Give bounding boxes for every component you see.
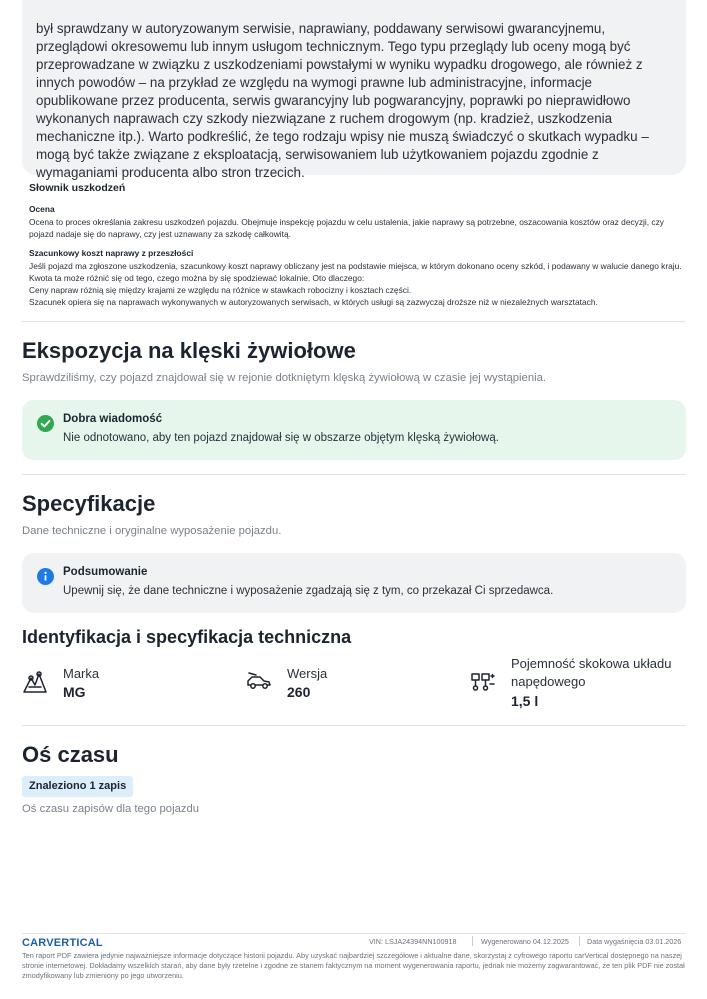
footer-expiry-date: Data wygaśnięcia 03.01.2026 [587, 937, 682, 946]
specs-section-subtitle: Dane techniczne i oryginalne wyposażenie pojazdu. [22, 525, 282, 537]
footer-vin: VIN: LSJA24394NN100918 [369, 937, 457, 946]
spec-label: Wersja [287, 666, 328, 681]
alert-title: Dobra wiadomość [63, 413, 163, 425]
footer-generated-date: Wygenerowano 04.12.2025 [481, 937, 569, 946]
spec-item-version [246, 655, 446, 715]
glossary-definition: Jeśli pojazd ma zgłoszone uszkodzenia, szacunkowy koszt naprawy obliczany jest na podstawie miejsca, w którym dokonano oceny szkód, i podawany w walucie danego kraju. Kwota ta może różnić się od tego, czego można by się spodziewać lokalnie. Oto dlaczego: [29, 261, 682, 283]
records-found-badge: Znaleziono 1 zapis [22, 776, 133, 797]
glossary-definition: Ocena to proces określania zakresu uszkodzeń pojazdu. Obejmuje inspekcję pojazdu w celu ustalenia, jakie naprawy są potrzebne, oszacowania kosztów oraz decyzji, czy pojazd nadaje się do naprawy, czy jest uznawany za szkodę całkowitą. [29, 217, 664, 239]
section-divider [22, 474, 686, 475]
damage-glossary [29, 182, 689, 308]
brand-icon [22, 669, 48, 695]
check-circle-icon [37, 415, 54, 432]
spec-value: 260 [287, 684, 311, 700]
footer-separator [472, 936, 473, 946]
footer-separator [579, 936, 580, 946]
glossary-term: Ocena [29, 204, 55, 214]
car-icon [246, 669, 272, 695]
summary-alert [22, 553, 686, 613]
section-divider [22, 321, 686, 322]
spec-item-brand [22, 655, 222, 715]
timeline-section-title: Oś czasu [22, 742, 119, 767]
carvertical-logo: CARVERTICAL [22, 937, 103, 949]
glossary-definition: Ceny napraw różnią się między krajami ze względu na różnice w stawkach robocizny i kosztach części. [29, 285, 412, 295]
damage-description-text: był sprawdzany w autoryzowanym serwisie, naprawiany, poddawany serwisowi gwarancyjnemu, przeglądowi okresowemu lub innym usługom technicznym. Tego typu przeglądy lub oceny mogą być przeprowadzane w związku z uszkodzeniami powstałymi w wyniku wypadku drogowego, ale również z innych powodów – na przykład ze względu na wymogi prawne lub administracyjne, informacje opublikowane przez producenta, serwis gwarancyjny lub pogwarancyjny, poprawki po nieprawidłowo wykonanych naprawach czy szkody niezwiązane z ruchem drogowym (np. kradzież, uszkodzenia mechaniczne itp.). Warto podkreślić, że tego rodzaju wpisy nie muszą świadczyć o skutkach wypadku – mogą być także związane z eksploatacją, serwisowaniem lub użytkowaniem pojazdu zgodnie z wymaganiami producenta albo stron trzecich. [36, 21, 649, 180]
damage-description-card [22, 0, 686, 180]
spec-label: Marka [63, 666, 100, 681]
spec-label: napędowego [511, 674, 586, 689]
footer-divider [22, 933, 686, 934]
good-news-alert [22, 400, 686, 460]
disaster-section-subtitle: Sprawdziliśmy, czy pojazd znajdował się w rejonie dotkniętym klęską żywiołową w czasie jej wystąpienia. [22, 372, 547, 384]
alert-text: Upewnij się, że dane techniczne i wyposażenie zgadzają się z tym, co przekazał Ci sprzedawca. [63, 585, 554, 597]
spec-item-engine-displacement [470, 655, 686, 715]
section-divider [22, 725, 686, 726]
spec-label: Pojemność skokowa układu [511, 656, 672, 671]
footer-disclaimer: Ten raport PDF zawiera jedynie najważniejsze informacje dotyczące historii pojazdu. Aby uzyskać najbardziej szczegółowe i aktualne dane, skorzystaj z cyfrowego raportu carVertical dostępnego na naszej stronie internetowej. Dokładamy wszelkich starań, aby dane były rzetelne i zgodne ze stanem faktycznym na moment wygenerowania raportu, jednak nie możemy zagwarantować, że ten plik PDF nie został zmodyfikowany lub zmieniony po jego utworzeniu. [22, 951, 685, 980]
spec-value: MG [63, 684, 86, 700]
identification-title: Identyfikacja i specyfikacja techniczna [22, 627, 352, 647]
info-icon [37, 568, 54, 585]
specs-section-title: Specyfikacje [22, 491, 156, 516]
alert-title: Podsumowanie [63, 566, 148, 578]
glossary-term: Szacunkowy koszt naprawy z przeszłości [29, 248, 194, 258]
glossary-definition: Szacunek opiera się na naprawach wykonywanych w autoryzowanych serwisach, w których usługi są zazwyczaj droższe niż w niezależnych warsztatach. [29, 297, 598, 307]
engine-icon [470, 669, 496, 695]
disaster-section-title: Ekspozycja na klęski żywiołowe [22, 338, 356, 363]
glossary-title: Słownik uszkodzeń [29, 182, 126, 194]
timeline-section-subtitle: Oś czasu zapisów dla tego pojazdu [22, 803, 200, 815]
alert-text: Nie odnotowano, aby ten pojazd znajdował się w obszarze objętym klęską żywiołową. [63, 432, 499, 444]
spec-value: 1,5 l [511, 693, 539, 709]
